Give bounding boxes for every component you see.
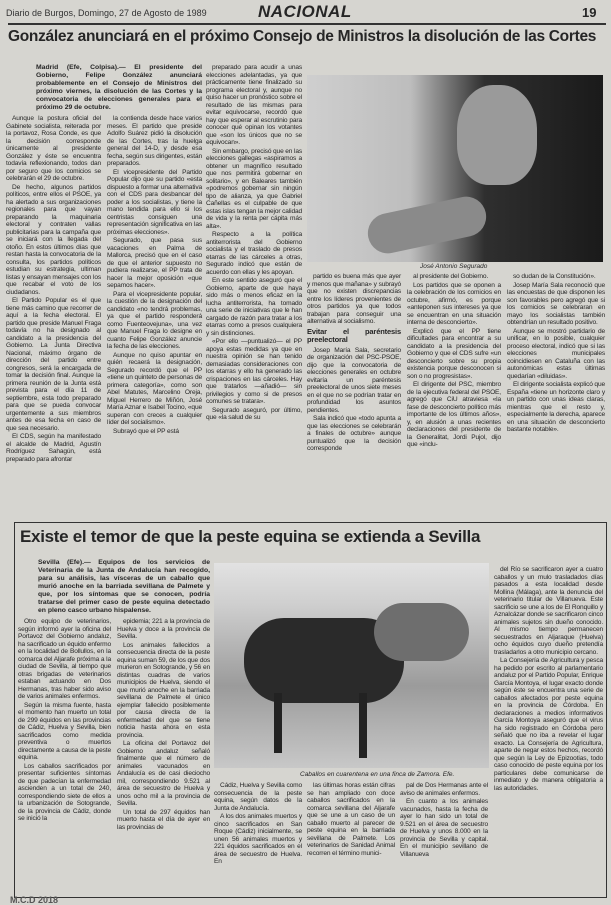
paragraph: Otro equipo de veterinarios, según informó ayer la oficina del Portavoz del Gobierno andaluz, ha sacrificado un équido enfermo en la localidad de Bollullos, en la comarca del Aljarafe próxima a la ciudad de Sevilla, al tiempo que otras brigadas de veterinarios estaban actuando en Dos Hermanas, tras haber sido aviso de varios animales enfermos. xyxy=(18,618,111,700)
paragraph: Para el vicepresidente popular, la cuestión de la designación del candidato «no tendrá problemas, ya que el partido responderá como Fuenteovejuna», una vez que Manuel Fraga lo designe en cuanto Felipe González anuncie la fecha de las elecciones. xyxy=(107,290,202,350)
article2-column-4 xyxy=(307,782,395,858)
paragraph: El CDS, según ha manifestado el alcalde de Madrid, Agustín Rodríguez Sahagún, está preparado para afrontar xyxy=(6,433,101,463)
paragraph: Los animales fallecidos a consecuencia directa de la peste equina suman 59, de los que dos murieron en Sotogrande, y 56 en distintas cuadras de varios municipios de Huelva, siendo el que murió anoche en la barriada sevillana de Palmete el único ejemplar fallecido posiblemente por causa directa de la enfermedad del que se tiene noticia hasta ahora en esta provincia. xyxy=(117,641,210,739)
portrait-head xyxy=(457,85,537,185)
paragraph: La Consejería de Agricultura y pesca ha pedido por escrito al parlamentario andaluz por el Partido Popular, Enrique García Montoya, el lugar exacto donde según éste se encuentra una serie de caballos afectados por peste equina en la provincia de Córdoba. En declaraciones a medios informativos García Montoya aseguró que el virus ha sido registrado en Córdoba pero señaló que no iba a revelar el lugar exacto. La Consejería de Agricultura, aparte de negar estos hechos, recordó que según la Ley de Epizootias, todo caso conocido de peste equina por los particulares debe comunicarse de inmediato y de manera obligatoria a las autoridades. xyxy=(494,657,603,792)
paragraph: Según la misma fuente, hasta el momento han muerto un total de 299 équidos en las provincias de Cádiz, Huelva y Sevilla, bien sacrificados como medida preventiva o muertos directamente a causa de la peste equina. xyxy=(18,701,111,761)
horse-leg xyxy=(274,693,282,753)
article2-column-2 xyxy=(117,618,210,832)
paragraph: la contienda desde hace varios meses. El partido que preside Adolfo Suárez pidió la disolución de las Cortes, tras la huelga general del 14-D, y desde esa fecha, según sus dirigentes, están preparados. xyxy=(107,115,202,167)
segurado-photo xyxy=(307,75,603,262)
paragraph: Aunque no quiso apuntar en quién recaerá la designación, Segurado recordó que el PP «tiene un quinteto de personas de primera categoría», como son Abel Matutes, Marcelino Oreja, Miguel Herrero de Miñón, José María Aznar e Isabel Tocino, «que superan con creces a cualquier líder del socialismo». xyxy=(107,351,202,426)
header-rule xyxy=(8,23,606,25)
paragraph: Subrayó que el PP está xyxy=(113,427,179,435)
article2-lead: Sevilla (Efe).— Equipos de los servicios de Veterinaria de la Junta de Andalucía han recogido, para su análisis, las vísceras de un caballo que murió anoche en la barriada sevillana de Palmete y que, por los síntomas que se conocen, podría tratarse del primer caso de peste equina detectado en pleno casco urbano hispalense. xyxy=(38,559,210,614)
paragraph: A los dos animales muertos y cinco sacrificados en San Roque (Cádiz) inicialmente, se unen 56 animales muertos y 221 équidos sacrificados en el área de secuestro de Huelva. En xyxy=(214,813,302,865)
horses-photo xyxy=(214,563,489,768)
paragraph: las últimas horas están cifras se han ampliado con doce caballos sacrificados en la comarca sevillana del Aljarafe que se une a un caso de un caballo muerto al parecer de peste equina en la barriada sevillana de Palmete. Los veterinarios de Sanidad Animal recorren el término munici- xyxy=(307,782,395,857)
paragraph: del Río se sacrificaron ayer a cuatro caballos y un mulo trasladados días pasados a esta localidad desde Mollina (Málaga), ante la denuncia del veterinario titular de Villanueva. Este sacrificio se une a los de El Ronquillo y Aznalcázar donde se sacrificaron cinco animales sujetos sin dueño conocido. Al mismo tiempo permanecen secuestrados en Aljaraque (Huelva) ocho équidos cuyo dueño pretendía trasladarlos a otro municipio cercano. xyxy=(494,566,603,656)
paragraph: Cádiz, Huelva y Sevilla como consecuencia de la peste equina, según datos de la Junta de Andalucía. xyxy=(214,782,302,812)
article2-column-3 xyxy=(214,782,302,867)
paragraph: «Por ello —puntualizó— el PP apoya estas medidas ya que en nuestra opinión se han tenido demasiadas consideraciones con los etarras y ello ha generado las crispaciones en las cárceles. Hay que tratarlos —añadió— sin privilegios y como si de presos comunes se tratara». xyxy=(206,338,302,405)
paragraph: Aunque se mostró partidario de unificar, en lo posible, cualquier proceso electoral, indicó que si las elecciones municipales coincidiesen en Cataluña con las autonómicas estas últimas quedarían «diluidas». xyxy=(507,327,605,380)
paragraph: pal de Dos Hermanas ante el aviso de animales enfermos. xyxy=(400,782,488,797)
page-number: 19 xyxy=(582,5,597,20)
paragraph: so dudan de la Constitución». xyxy=(513,273,596,280)
article1-column-1 xyxy=(6,115,101,464)
article1-column-3 xyxy=(206,64,302,423)
paragraph: En cuanto a los animales vacunados, hasta la fecha de ayer lo han sido un total de 9.521 en el área de secuestro de Huelva y unos 8.000 en la provincia de Sevilla y capital. En el municipio sevillano de Villanueva xyxy=(400,798,488,858)
section-title: NACIONAL xyxy=(258,2,352,21)
paragraph: La oficina del Portavoz del Gobierno andaluz señaló finalmente que el número de animales vacunados en Andalucía es de casi dieciocho mil, correspondiendo 9.521 al área de secuestro de Huelva y unos ocho mil a la provincia de Sevilla. xyxy=(117,740,210,807)
paragraph: Un total de 297 équidos han muerto hasta el día de ayer en las provincias de xyxy=(117,808,210,831)
paragraph: Explicó que el PP tiene dificultades para encontrar a su candidato a la presidencia del Gobierno y que el CDS sufre «un desconcierto sobre su propia existencia porque desconocen si son o no progresistas». xyxy=(407,327,501,380)
paragraph: al presidente del Gobierno. xyxy=(413,273,489,280)
article2-photo-caption: Caballos en cuarentena en una finca de Zamora. Efe. xyxy=(300,771,455,778)
article2-left-block xyxy=(18,559,210,832)
article1-column-6 xyxy=(507,273,605,435)
paragraph: Josep María Sala, secretario de organización del PSC-PSOE, dijo que la convocatoria de elecciones generales en octubre evitaría un paréntesis preelectoral de unos siete meses en el que no se podrían tratar en profundidad los asuntos pendientes. xyxy=(307,346,401,414)
paragraph: partido es buena más que ayer y menos que mañana» y subrayó que no existen discrepancias entre los líderes provenientes de otros partidos ya que todos trabajan para conseguir una alternativa al socialismo. xyxy=(307,273,401,325)
portrait-hand xyxy=(364,193,490,257)
article1-column-2 xyxy=(107,115,202,436)
horse-body-2 xyxy=(374,603,469,661)
paragraph: Segurado, que pasa sus vacaciones en Palma de Mallorca, precisó que en el caso de que el anterior supuesto no pudiera realizarse, el PP trata de hacer la mejor oposición «que sepamos hacer». xyxy=(107,237,202,289)
newspaper-date: Diario de Burgos, Domingo, 27 de Agosto de 1989 xyxy=(6,8,207,18)
paragraph: Sin embargo, precisó que en las elecciones gallegas «aspiramos a obtener un magnífico resultado que nos permitirá gobernar en solitario», y en Baleares también «podremos gobernar sin ningún tipo de alianza, ya que Gabriel Cañellas es el culpable de que estas islas tengan la mejor calidad de vida y la renta per cápita más alta». xyxy=(206,147,302,230)
footer-credit: M.C.D 2018 xyxy=(10,895,59,905)
horse-leg xyxy=(359,693,367,758)
paragraph: En este sentido aseguró que el Gobierno, aparte de que haya sido más o menos eficaz en la lucha antiterrorista, ha tomado una serie de iniciativas que le han cargado de razón para tratar a los etarras como a presos cualquiera y sin distinciones. xyxy=(206,277,302,337)
article1-column-4 xyxy=(307,273,401,454)
paragraph: El Partido Popular es el que tiene más camino que recorrer de aquí a la fecha electoral. El partido que preside Manuel Fraga todavía no ha designado al candidato a la presidencia del Gobierno. La Junta Directiva Nacional, máximo órgano de dirección del partido entre congresos, será la encargada de tomar la decisión final. Aunque la primera reunión de la Junta está prevista para el día 11 de septiembre, esta todo preparado para que se pueda convocar urgentemente a sus miembros antes de esa fecha en caso de que sea necesario. xyxy=(6,297,101,432)
article2-column-1 xyxy=(18,618,111,824)
article2-headline: Existe el temor de que la peste equina se extienda a Sevilla xyxy=(20,527,481,546)
paragraph: De hecho, algunos partidos políticos, entre ellos el PSOE, ya ha alertado a sus organizaciones regionales para que vayan preparando la maquinaria electoral y contraten vallas publicitarias para la campaña que se iniciará con la llegada del otoño. En estos últimos días que restan hasta la convocatoria de la consulta, los partidos políticos estudian su estrategia, ultiman listas y ensayan mensajes con los que recabar el voto de los ciudadanos. xyxy=(6,183,101,296)
article1-subheading: Evitar el paréntesis preelectoral xyxy=(307,326,401,344)
paragraph: Los partidos que se oponen a la celebración de los comicios en octubre, afirmó, es porque «anteponen sus intereses ya que se encuentran en una situación interna de desconcierto». xyxy=(407,281,501,326)
article2-column-5 xyxy=(400,782,488,859)
paragraph: El vicepresidente del Partido Popular dijo que su partido «esta dispuesto a formar una alternativa con el CDS para desbancar del poder a los socialistas, y tiene la mano tendida para ello si los centristas consiguen una representación significativa en las próximas elecciones». xyxy=(107,168,202,236)
article2-column-6 xyxy=(494,566,603,793)
article1-photo-caption: José Antonio Segurado xyxy=(420,263,488,270)
paragraph: Aunque la postura oficial del Gabinete socialista, reiterada por la portavoz, Rosa Conde, es que la decisión corresponde únicamente al presidente González y éste se encuentra todavía reflexionando, todos dan por seguro que los comicios se celebrarán el 29 de octubre. xyxy=(6,115,101,182)
paragraph: epidemia; 221 a la provincia de Huelva y doce a la provincia de Sevilla. xyxy=(117,618,210,640)
paragraph: Segurado aseguró, por último, que «la salud de su xyxy=(206,406,302,421)
article1-left-block xyxy=(6,64,202,464)
paragraph: Sala indicó que «todo apunta a que las elecciones se celebrarán a finales de octubre» aunque puntualizó que la decisión corresponde xyxy=(307,415,401,452)
paragraph: Los caballos sacrificados por presentar suficientes síntomas de que padecían la enfermedad ascienden a un total de 240, correspondiendo siete de ellos a la urbanización de Sotogrande, de la provincia de Cádiz, donde se inició la xyxy=(18,762,111,822)
article1-lead: Madrid (Efe, Colpisa).— El presidente del Gobierno, Felipe González anunciará probablemente en el Consejo de Ministros del próximo viernes, la disolución de las Cortes y la convocatoria de elecciones generales para el próximo 29 de octubre. xyxy=(36,64,202,111)
paragraph: Respecto a la política antiterrorista del Gobierno socialista y el traslado de presos etarras de las cárceles a otras, Segurado indicó que están de acuerdo con ellas y les apoyan. xyxy=(206,231,302,276)
article1-headline: González anunciará en el próximo Consejo de Ministros la disolución de las Cortes xyxy=(8,28,597,45)
paragraph: El dirigente socialista explicó que España «tiene un horizonte claro y un partido con unas ideas claras, mientras que el resto y, especialmente la derecha, aparece en una situación de desconcierto bastante notable». xyxy=(507,381,605,433)
paragraph: El dirigente del PSC, miembro de la ejecutiva federal del PSOE, agregó que CiU atraviesa «la fase de desconcierto político más importante de los últimos años», y, en alusión a unas recientes declaraciones del presidente de la Generalitat, Jordi Pujol, dijo que «inclu- xyxy=(407,381,501,448)
paragraph: Josep María Sala reconoció que las encuestas de que disponen les son favorables pero agregó que si los comicios se celebraran en mayo los socialistas también obtendrían un resultado positivo. xyxy=(507,281,605,326)
paragraph: preparado para acudir a unas elecciones adelantadas, ya que prácticamente tiene finalizado su programa electoral y, aunque no quiso hacer un pronóstico sobre el resultado de las mismas para evitar equivocarse, recordó que hay que esperar al escrutinio para conocer qué opinan los votantes que «son los únicos que no se equivocan». xyxy=(206,64,302,146)
article1-column-5 xyxy=(407,273,501,450)
